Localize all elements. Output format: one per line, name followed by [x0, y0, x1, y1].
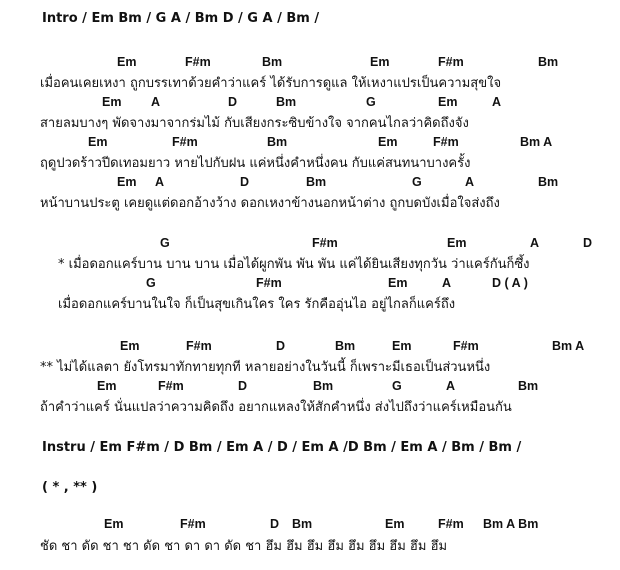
- chord-label: Em: [447, 236, 467, 250]
- chord-label: G: [160, 236, 170, 250]
- chord-label: F#m: [158, 379, 184, 393]
- intro-chord-progression: Intro / Em Bm / G A / Bm D / G A / Bm /: [42, 11, 320, 26]
- chord-label: A: [446, 379, 456, 393]
- chord-label: Bm: [518, 379, 539, 393]
- chord-label: Em: [120, 339, 140, 353]
- lyric-line: ฤดูปวดร้าวปีดเทอมยาว หายไปกับฝน แค่หนึ่งคำหนึ่งคน กับแค่สนทนาบางครั้ง: [40, 156, 471, 171]
- chord-label: G: [366, 95, 376, 109]
- chord-label: Em: [88, 135, 108, 149]
- chord-label: F#m: [453, 339, 479, 353]
- chord-label: D: [240, 175, 250, 189]
- chord-label: Em: [117, 55, 137, 69]
- chord-label: Bm: [335, 339, 356, 353]
- chord-label: A: [442, 276, 452, 290]
- chord-label: A: [465, 175, 475, 189]
- chord-label: G: [392, 379, 402, 393]
- chord-label: Bm: [262, 55, 283, 69]
- chord-label: F#m: [312, 236, 338, 250]
- chord-label: A: [151, 95, 161, 109]
- chord-label: Em: [104, 517, 124, 531]
- chord-label: G: [146, 276, 156, 290]
- chord-label: F#m: [172, 135, 198, 149]
- lyric-line: ถ้าคำว่าแคร์ นั่นแปลว่าความคิดถึง อยากแหลงให้สักคำหนึ่ง ส่งไปถึงว่าแคร์เหมือนกัน: [40, 400, 512, 415]
- chord-label: F#m: [433, 135, 459, 149]
- lyric-line: ** ไม่ได้แลตา ยังโทรมาทักทายทุกที หลายอย่างในวันนี้ ก็เพราะมีเธอเป็นส่วนหนึ่ง: [40, 360, 491, 375]
- chord-label: Bm A Bm: [483, 517, 539, 531]
- chord-label: D: [583, 236, 593, 250]
- chord-label: Em: [385, 517, 405, 531]
- chord-label: Em: [102, 95, 122, 109]
- repeat-marker: ( * , ** ): [42, 480, 98, 495]
- chord-label: F#m: [438, 55, 464, 69]
- lyric-line: เมื่อคนเคยเหงา ถูกบรรเทาด้วยคำว่าแคร์ ได้รับการดูแล ให้เหงาแปรเป็นความสุขใจ: [40, 76, 502, 91]
- chord-label: Em: [388, 276, 408, 290]
- chord-label: F#m: [180, 517, 206, 531]
- chord-label: F#m: [185, 55, 211, 69]
- lyric-line: สายลมบางๆ พัดจางมาจากร่มไม้ กับเสียงกระซิบข้างใจ จากคนไกลว่าคิดถึงจัง: [40, 116, 469, 131]
- chord-label: Bm: [313, 379, 334, 393]
- chord-label: Em: [117, 175, 137, 189]
- lyric-line: เมื่อดอกแคร์บานในใจ ก็เป็นสุขเกินใคร ใคร รักคืออุ่นไอ อยู่ไกลก็แคร์ถึง: [58, 297, 456, 312]
- chord-label: Em: [392, 339, 412, 353]
- chord-label: F#m: [186, 339, 212, 353]
- chord-label: Em: [438, 95, 458, 109]
- chord-label: Bm A: [552, 339, 585, 353]
- chord-label: D: [276, 339, 286, 353]
- chord-label: Bm: [538, 55, 559, 69]
- chord-label: D: [270, 517, 280, 531]
- chord-label: Bm: [538, 175, 559, 189]
- instrumental-chord-progression: Instru / Em F#m / D Bm / Em A / D / Em A /D Bm / Em A / Bm / Bm /: [42, 440, 522, 455]
- lyric-line: * เมื่อดอกแคร์บาน บาน บาน เมื่อได้ผูกพัน พัน พัน แค่ได้ยินเสียงทุกวัน ว่าแคร์กันก็ซึ้ง: [58, 257, 530, 272]
- chord-label: Bm: [292, 517, 313, 531]
- chord-label: D ( A ): [492, 276, 528, 290]
- chord-label: F#m: [438, 517, 464, 531]
- chord-label: A: [530, 236, 540, 250]
- chord-label: Em: [370, 55, 390, 69]
- lyric-line: ชัด ชา ดัด ชา ชา ดัด ชา ดา ดา ดัด ชา ฮึม ฮึม ฮึม ฮึม ฮึม ฮึม ฮึม ฮึม ฮึม: [40, 539, 448, 554]
- chord-label: Bm: [276, 95, 297, 109]
- chord-label: Em: [97, 379, 117, 393]
- chord-label: G: [412, 175, 422, 189]
- chord-label: Em: [378, 135, 398, 149]
- chord-label: D: [238, 379, 248, 393]
- chord-label: A: [155, 175, 165, 189]
- chord-label: Bm A: [520, 135, 553, 149]
- chord-label: Bm: [267, 135, 288, 149]
- chord-label: D: [228, 95, 238, 109]
- chord-label: A: [492, 95, 502, 109]
- lyric-line: หน้าบานประตู เคยดูแต่ดอกอ้างว้าง ดอกเหงาข้างนอกหน้าต่าง ถูกบดบังเมื่อใจส่งถึง: [40, 196, 500, 211]
- chord-label: Bm: [306, 175, 327, 189]
- chord-label: F#m: [256, 276, 282, 290]
